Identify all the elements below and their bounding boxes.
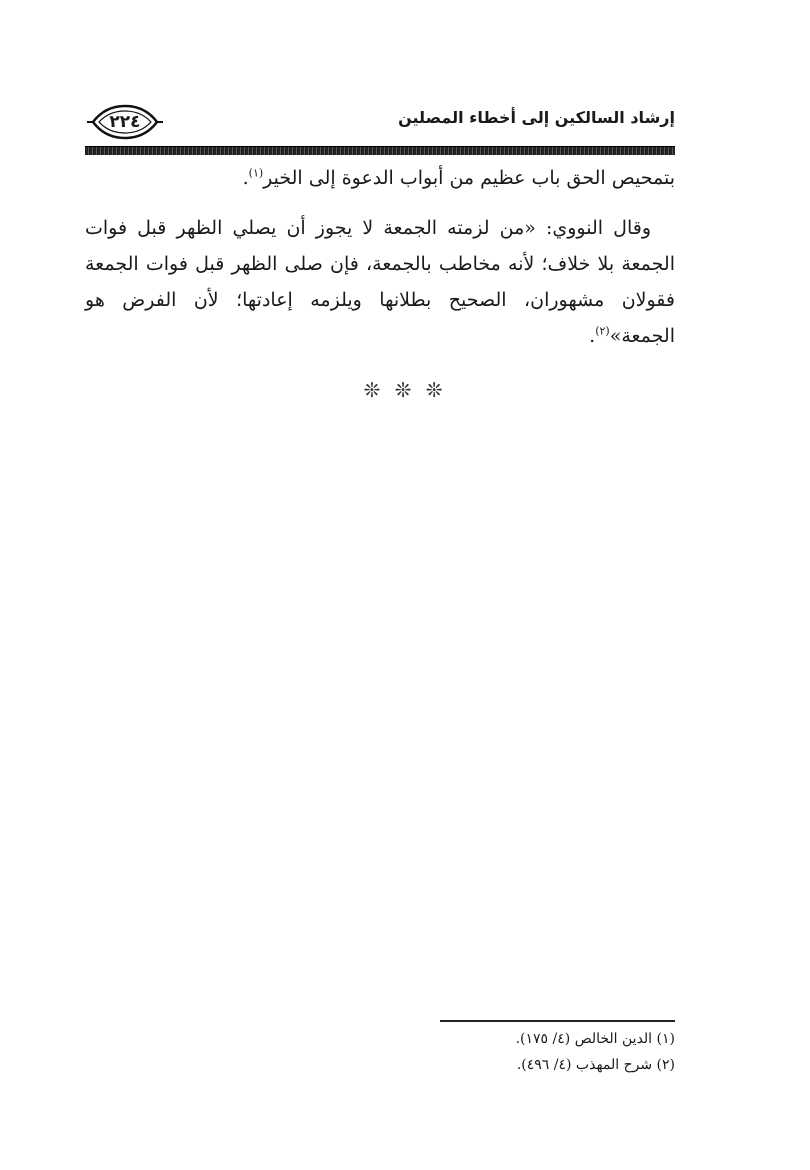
paragraph-1 [85, 160, 675, 196]
footnote-ref-2[interactable]: (٢) [595, 324, 610, 338]
footnote-1: (١) الدين الخالص (٤/ ١٧٥). [515, 1031, 675, 1047]
paragraph-1-text: بتمحيص الحق باب عظيم من أبواب الدعوة إلى الخير [263, 167, 675, 189]
header-rule [85, 146, 675, 155]
footnotes [385, 1026, 675, 1078]
footnote-2: (٢) شرح المهذب (٤/ ٤٩٦). [516, 1057, 675, 1073]
section-separator: ❊ ❊ ❊ [363, 378, 447, 402]
main-text [85, 160, 675, 368]
footnote-ref-1[interactable]: (١) [248, 166, 264, 180]
footnote-rule [440, 1020, 675, 1022]
paragraph-2-end: . [589, 325, 596, 347]
page-header [85, 100, 675, 150]
paragraph-2-text: وقال النووي: «من لزمته الجمعة لا يجوز أن يصلي الظهر قبل فوات الجمعة بلا خلاف؛ لأنه مخاطب بالجمعة، فإن صلى الظهر قبل فوات الجمعة فقولان مشهوران، الصحيح بطلانها ويلزمه إعادتها؛ لأن الفرض هو الجمعة» [85, 217, 675, 347]
paragraph-2 [85, 210, 675, 354]
page-number: ٢٢٤ [109, 112, 141, 132]
paragraph-1-end: . [242, 167, 249, 189]
page-number-frame [85, 104, 165, 140]
running-title: إرشاد السالكين إلى أخطاء المصلين [398, 108, 675, 127]
